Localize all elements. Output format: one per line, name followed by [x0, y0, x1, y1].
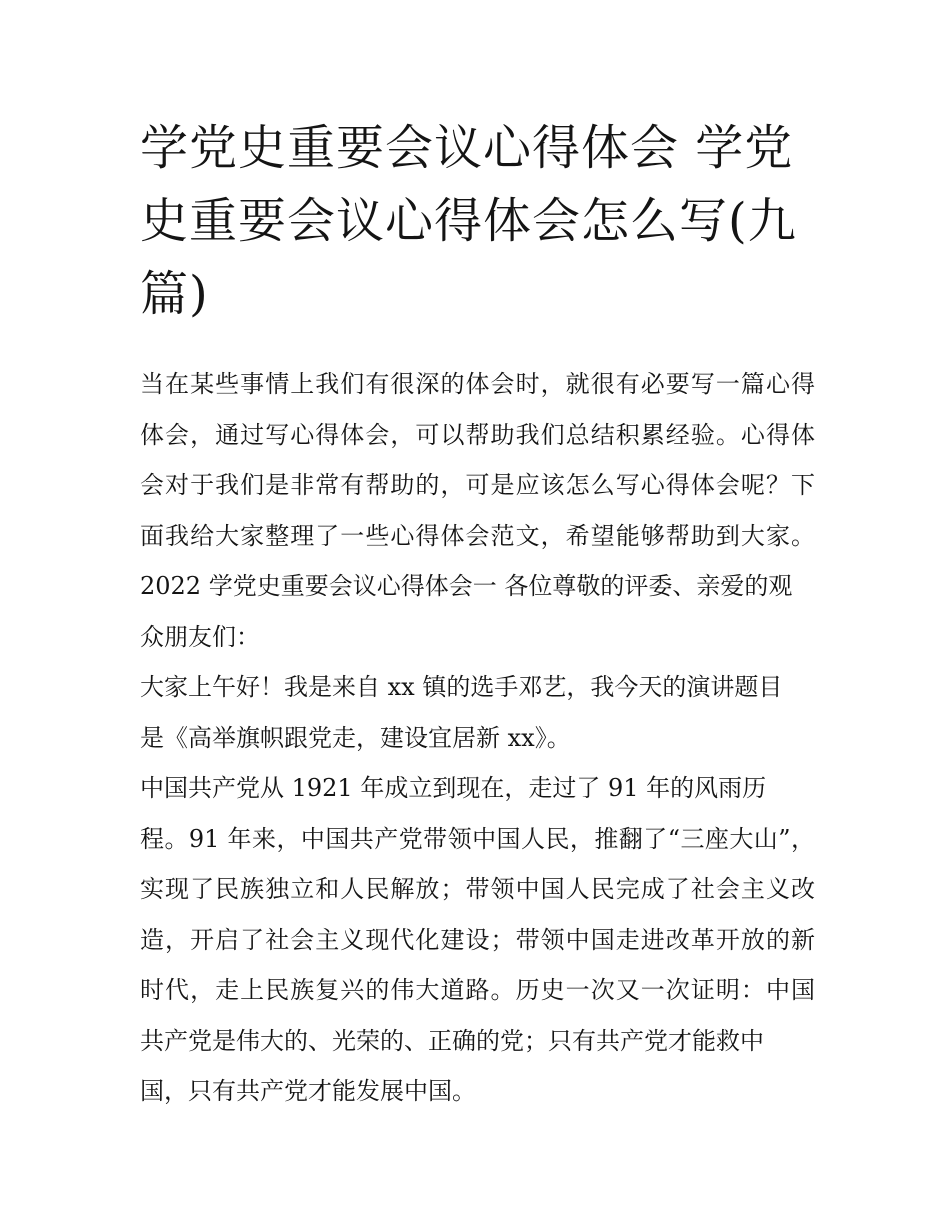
- body-line: 造，开启了社会主义现代化建设；带领中国走进改革开放的新: [140, 925, 815, 954]
- body-line: 是《高举旗帜跟党走，建设宜居新 xx》。: [140, 723, 571, 752]
- body-line: 当在某些事情上我们有很深的体会时，就很有必要写一篇心得: [140, 370, 815, 398]
- body-line: 众朋友们：: [140, 622, 260, 651]
- body-line: 会对于我们是非常有帮助的，可是应该怎么写心得体会呢？下: [140, 471, 815, 499]
- body-line: 时代，走上民族复兴的伟大道路。历史一次又一次证明：中国: [140, 976, 815, 1004]
- body-line: 2022 学党史重要会议心得体会一 各位尊敬的评委、亲爱的观: [140, 572, 793, 600]
- body-line: 大家上午好！我是来自 xx 镇的选手邓艺，我今天的演讲题目: [140, 673, 783, 701]
- body-line: 面我给大家整理了一些心得体会范文，希望能够帮助到大家。: [140, 521, 815, 550]
- document-page: [140, 112, 815, 1117]
- body-line: 实现了民族独立和人民解放；带领中国人民完成了社会主义改: [140, 875, 815, 903]
- title-line-1: 学党史重要会议心得体会 学党: [140, 120, 794, 176]
- title-line-2: 史重要会议心得体会怎么写(九: [140, 193, 797, 249]
- body-line: 共产党是伟大的、光荣的、正确的党；只有共产党才能救中: [140, 1026, 764, 1055]
- title-line-3: 篇): [140, 266, 209, 322]
- document-body: [140, 359, 815, 1117]
- document-title: [140, 112, 815, 331]
- body-line: 程。91 年来，中国共产党带领中国人民，推翻了“三座大山”，: [140, 824, 815, 853]
- body-line: 中国共产党从 1921 年成立到现在，走过了 91 年的风雨历: [140, 774, 767, 802]
- body-line: 国，只有共产党才能发展中国。: [140, 1077, 476, 1105]
- body-line: 体会，通过写心得体会，可以帮助我们总结积累经验。心得体: [140, 420, 815, 449]
